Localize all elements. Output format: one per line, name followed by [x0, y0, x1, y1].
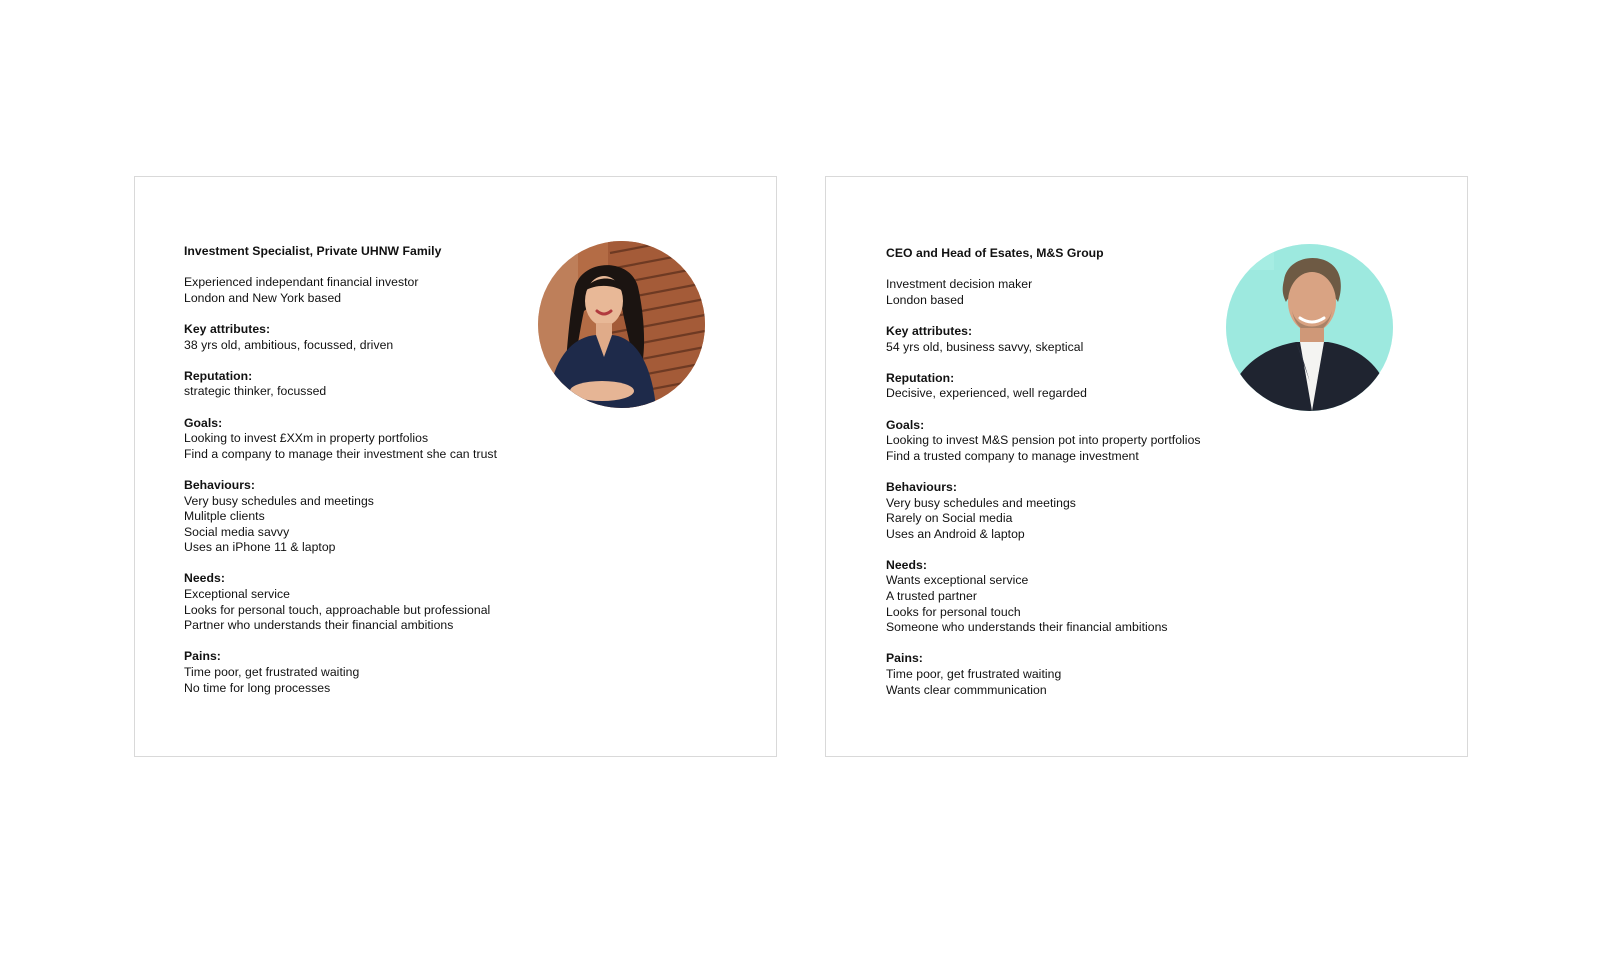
pains-section [886, 651, 1201, 698]
section-heading: Key attributes: [184, 321, 271, 336]
section-line: Someone who understands their financial ambitions [886, 620, 1168, 635]
section-heading: Pains: [184, 649, 221, 664]
section-heading: Needs: [886, 557, 927, 572]
reputation-section [184, 369, 497, 400]
section-line: Find a trusted company to manage investment [886, 448, 1139, 463]
persona-photo-woman [538, 241, 705, 408]
persona-photo-man [1226, 244, 1393, 411]
pains-section [184, 649, 497, 696]
goals-section [184, 416, 497, 463]
section-line: Exceptional service [184, 587, 290, 602]
persona-details [184, 244, 497, 696]
persona-title: CEO and Head of Esates, M&S Group [886, 246, 1104, 260]
section-line: Uses an iPhone 11 & laptop [184, 540, 336, 555]
section-line: Time poor, get frustrated waiting [886, 667, 1062, 682]
key-attributes-section [184, 322, 497, 353]
section-heading: Needs: [184, 571, 225, 586]
section-line: 38 yrs old, ambitious, focussed, driven [184, 337, 394, 352]
section-heading: Goals: [184, 415, 223, 430]
section-line: A trusted partner [886, 589, 977, 604]
section-heading: Reputation: [184, 368, 253, 383]
key-attributes-section [886, 324, 1201, 355]
section-line: 54 yrs old, business savvy, skeptical [886, 339, 1084, 354]
section-heading: Behaviours: [886, 479, 957, 494]
section-line: Partner who understands their financial ambitions [184, 618, 454, 633]
persona-card [134, 176, 777, 757]
behaviours-section [184, 478, 497, 556]
persona-title: Investment Specialist, Private UHNW Family [184, 244, 442, 258]
section-line: Looks for personal touch [886, 604, 1021, 619]
goals-section [886, 418, 1201, 465]
section-line: Looks for personal touch, approachable but professional [184, 602, 491, 617]
section-line: Looking to invest £XXm in property portfolios [184, 431, 429, 446]
section-line: strategic thinker, focussed [184, 384, 327, 399]
behaviours-section [886, 480, 1201, 542]
intro-line: Experienced independant financial investor [184, 275, 419, 290]
section-line: No time for long processes [184, 680, 331, 695]
persona-intro [184, 275, 497, 306]
section-heading: Goals: [886, 417, 925, 432]
persona-card [825, 176, 1468, 757]
section-heading: Key attributes: [886, 323, 973, 338]
section-heading: Pains: [886, 651, 923, 666]
intro-line: London and New York based [184, 290, 342, 305]
needs-section [184, 571, 497, 633]
intro-line: Investment decision maker [886, 277, 1033, 292]
section-line: Mulitple clients [184, 509, 265, 524]
persona-intro [886, 277, 1201, 308]
intro-line: London based [886, 292, 964, 307]
man-portrait-icon [1226, 244, 1393, 411]
section-line: Find a company to manage their investment she can trust [184, 446, 498, 461]
woman-portrait-icon [538, 241, 705, 408]
section-line: Very busy schedules and meetings [886, 495, 1076, 510]
section-line: Wants exceptional service [886, 573, 1029, 588]
section-heading: Behaviours: [184, 477, 255, 492]
needs-section [886, 558, 1201, 636]
section-line: Rarely on Social media [886, 511, 1013, 526]
section-line: Very busy schedules and meetings [184, 493, 374, 508]
section-heading: Reputation: [886, 370, 955, 385]
section-line: Looking to invest M&S pension pot into property portfolios [886, 433, 1201, 448]
reputation-section [886, 371, 1201, 402]
section-line: Wants clear commmunication [886, 682, 1047, 697]
section-line: Social media savvy [184, 524, 290, 539]
section-line: Decisive, experienced, well regarded [886, 386, 1087, 401]
persona-details [886, 246, 1201, 698]
section-line: Time poor, get frustrated waiting [184, 665, 360, 680]
section-line: Uses an Android & laptop [886, 526, 1025, 541]
